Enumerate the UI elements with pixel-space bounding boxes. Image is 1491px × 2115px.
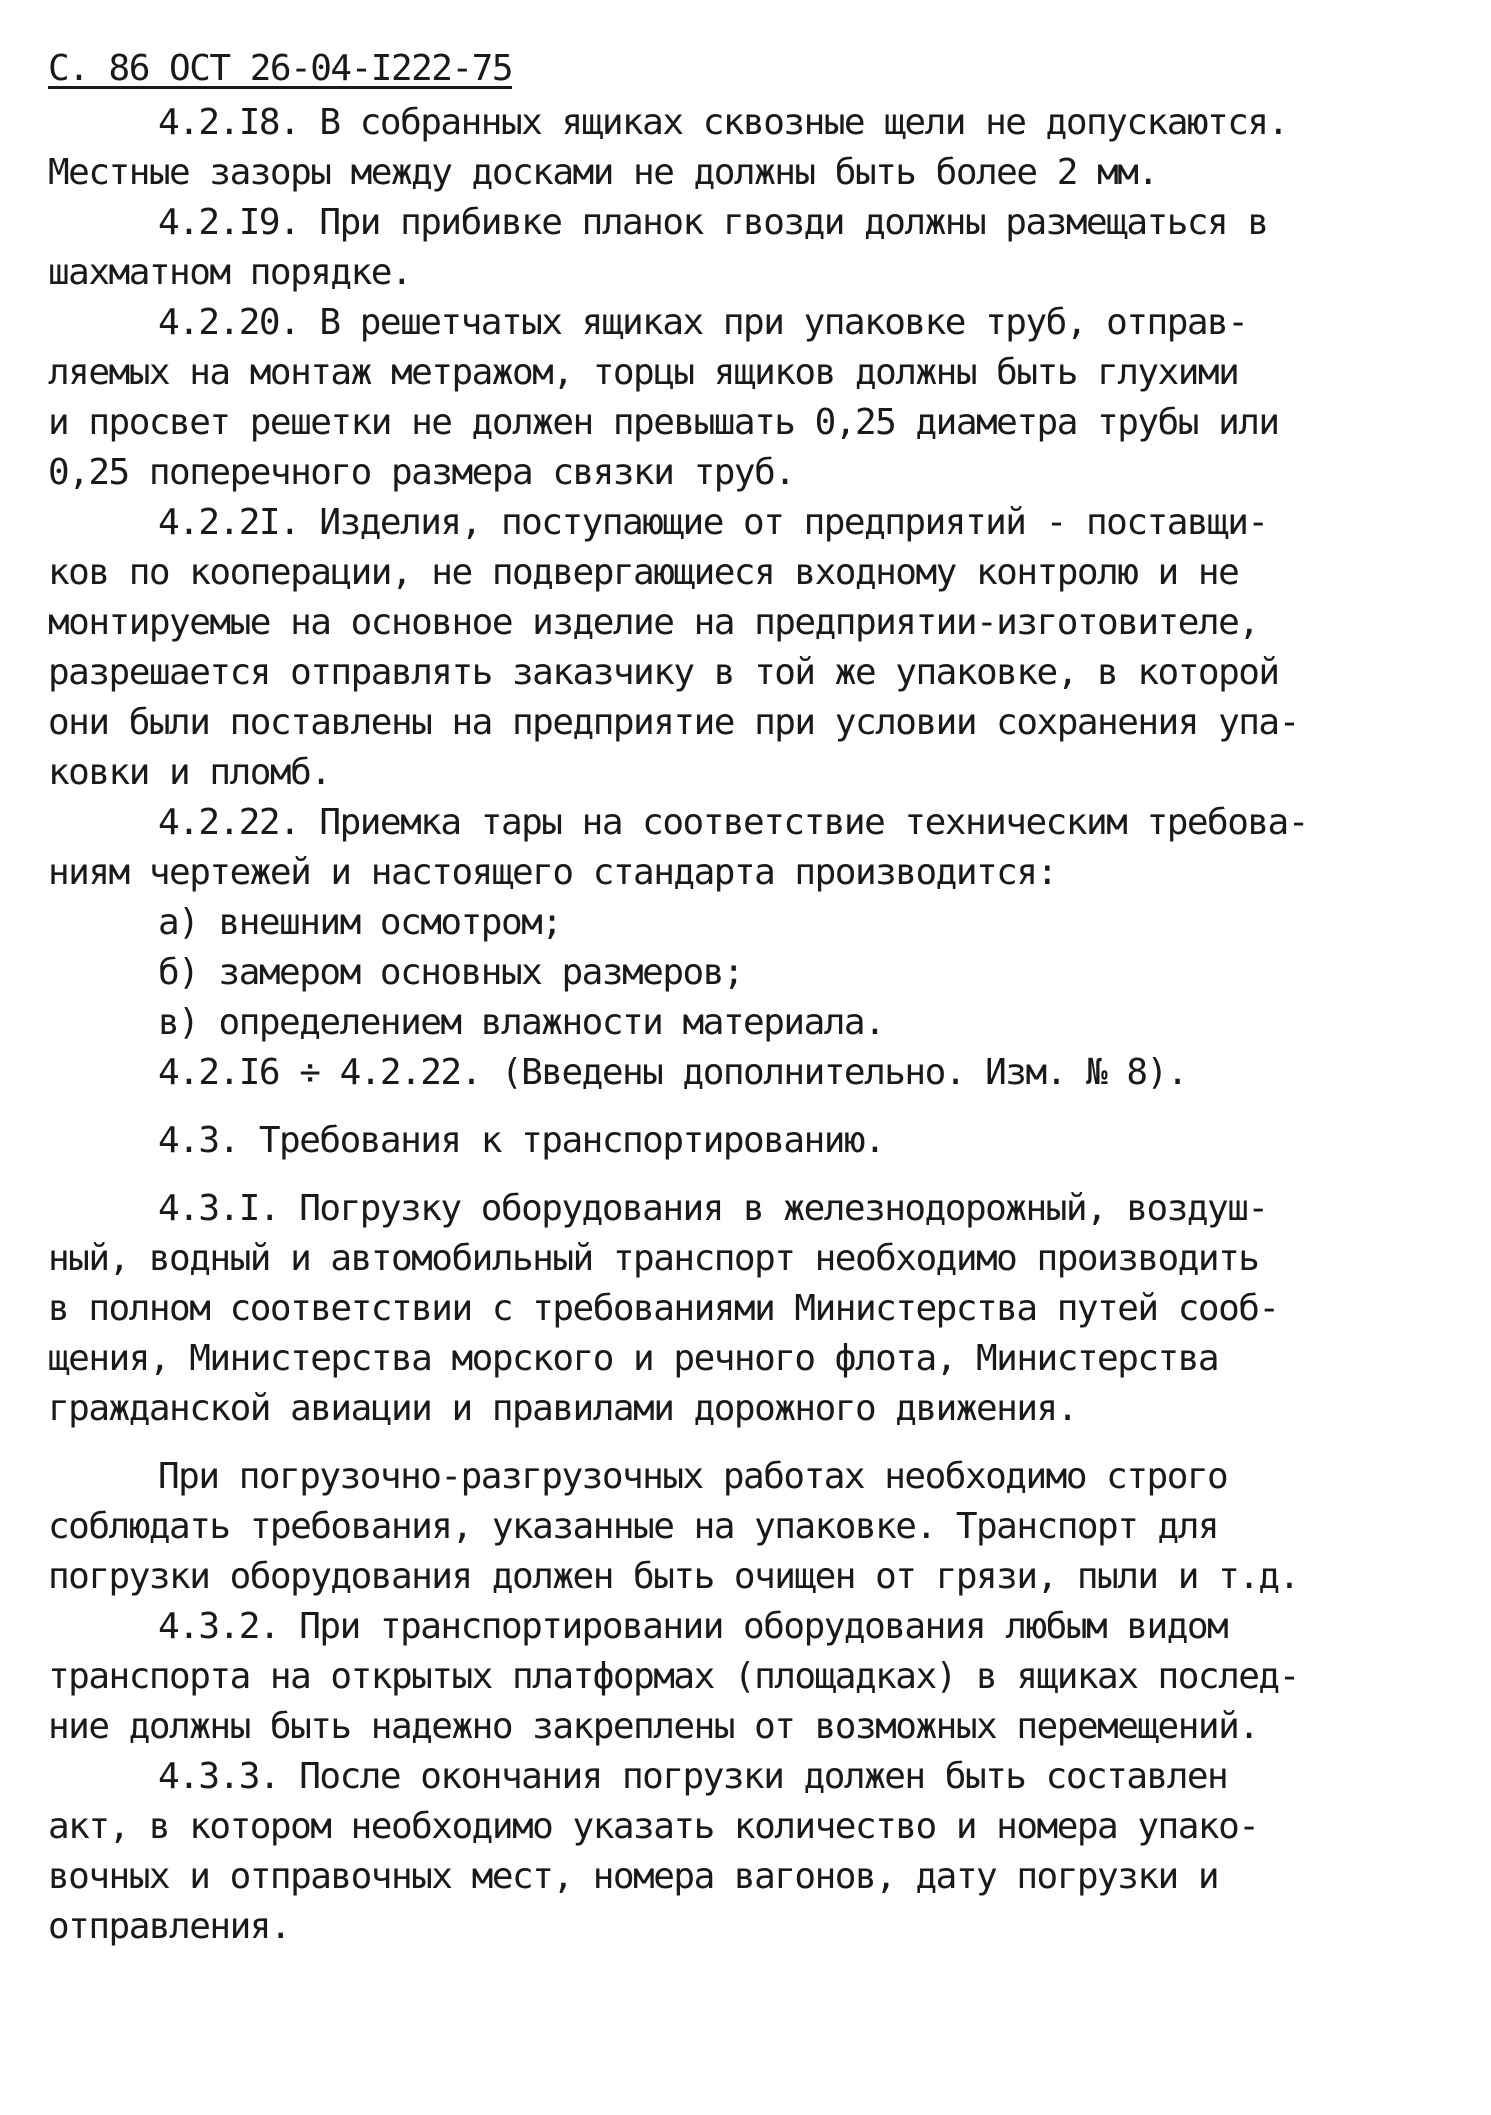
text-line: а) внешним осмотром; — [158, 902, 562, 943]
text-line: 4.2.I6 ÷ 4.2.22. (Введены дополнительно. Изм. № 8). — [158, 1052, 1187, 1093]
text-line: монтируемые на основное изделие на предприятии-изготовителе, — [48, 602, 1259, 643]
text-line: Местные зазоры между досками не должны быть более 2 мм. — [48, 152, 1158, 193]
text-line: 4.2.I8. В собранных ящиках сквозные щели не допускаются. — [158, 102, 1288, 143]
text-line: ние должны быть надежно закреплены от возможных перемещений. — [48, 1706, 1259, 1747]
text-line: 4.3. Требования к транспортированию. — [158, 1120, 885, 1161]
text-line: гражданской авиации и правилами дорожного движения. — [48, 1388, 1077, 1429]
text-line: 4.2.20. В решетчатых ящиках при упаковке труб, отправ- — [158, 302, 1248, 343]
text-line: 0,25 поперечного размера связки труб. — [48, 452, 795, 493]
text-line: 4.2.2I. Изделия, поступающие от предприятий - поставщи- — [158, 502, 1268, 543]
text-line: ковки и пломб. — [48, 752, 331, 793]
text-line: отправления. — [48, 1906, 291, 1947]
document-body — [48, 98, 1378, 1952]
text-line: в полном соответствии с требованиями Министерства путей сооб- — [48, 1288, 1279, 1329]
text-line: шахматном порядке. — [48, 252, 412, 293]
text-line: и просвет решетки не должен превышать 0,25 диаметра трубы или — [48, 402, 1279, 443]
text-line: транспорта на открытых платформах (площадках) в ящиках послед- — [48, 1656, 1299, 1697]
text-line: ляемых на монтаж метражом, торцы ящиков должны быть глухими — [48, 352, 1239, 393]
text-line: 4.3.2. При транспортировании оборудования любым видом — [158, 1606, 1228, 1647]
text-line: ниям чертежей и настоящего стандарта производится: — [48, 852, 1057, 893]
text-line: акт, в котором необходимо указать количество и номера упако- — [48, 1806, 1259, 1847]
text-line: При погрузочно-разгрузочных работах необходимо строго — [158, 1456, 1228, 1497]
text-line: погрузки оборудования должен быть очищен от грязи, пыли и т.д. — [48, 1556, 1299, 1597]
text-line: 4.2.22. Приемка тары на соответствие техническим требова- — [158, 802, 1308, 843]
text-line: 4.3.3. После окончания погрузки должен быть составлен — [158, 1756, 1228, 1797]
text-line: ков по кооперации, не подвергающиеся входному контролю и не — [48, 552, 1239, 593]
text-line: разрешается отправлять заказчику в той же упаковке, в которой — [48, 652, 1279, 693]
text-line: вочных и отправочных мест, номера вагонов, дату погрузки и — [48, 1856, 1219, 1897]
text-line: 4.2.I9. При прибивке планок гвозди должны размещаться в — [158, 202, 1268, 243]
text-line: в) определением влажности материала. — [158, 1002, 885, 1043]
page-header: С. 86 ОСТ 26-04-I222-75 — [48, 48, 512, 89]
text-line: щения, Министерства морского и речного флота, Министерства — [48, 1338, 1219, 1379]
text-line: ный, водный и автомобильный транспорт необходимо производить — [48, 1238, 1259, 1279]
text-line: б) замером основных размеров; — [158, 952, 744, 993]
text-line: 4.3.I. Погрузку оборудования в железнодорожный, воздуш- — [158, 1188, 1268, 1229]
paragraph-gap — [48, 1166, 1378, 1184]
text-line: они были поставлены на предприятие при условии сохранения упа- — [48, 702, 1299, 743]
text-line: соблюдать требования, указанные на упаковке. Транспорт для — [48, 1506, 1219, 1547]
paragraph-gap — [48, 1098, 1378, 1116]
paragraph-gap — [48, 1434, 1378, 1452]
